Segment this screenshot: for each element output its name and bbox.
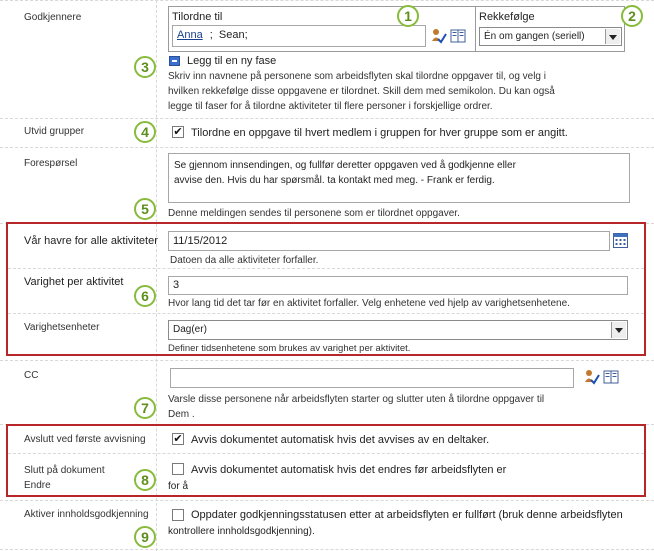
end-first-reject-checkbox[interactable]: ✔ <box>173 433 183 445</box>
divider <box>0 118 654 119</box>
due-all-help: Datoen da alle aktiviteter forfaller. <box>170 255 319 266</box>
approvers-label: Godkjennere <box>24 12 82 23</box>
callout-4: 4 <box>134 121 156 143</box>
divider <box>0 500 654 501</box>
divider <box>8 313 644 314</box>
divider <box>0 147 654 148</box>
order-value: Én om gangen (seriell) <box>484 31 585 42</box>
callout-2: 2 <box>621 5 643 27</box>
duration-units-label: Varighetsenheter <box>24 322 100 333</box>
order-dropdown[interactable] <box>479 27 622 46</box>
duration-units-help: Definer tidsenhetene som brukes av varighet per aktivitet. <box>168 343 411 354</box>
chevron-down-icon[interactable] <box>605 29 620 44</box>
callout-1: 1 <box>397 5 419 27</box>
callout-8: 8 <box>134 469 156 491</box>
order-header: Rekkefølge <box>479 11 535 23</box>
expand-groups-text: Tilordne en oppgave til hvert medlem i gruppen for hver gruppe som er angitt. <box>191 127 568 139</box>
help-line: Varsle disse personene når arbeidsflyten starter og slutter uten å tilordne oppgaver til <box>168 394 545 405</box>
label-line: Endre <box>24 480 51 491</box>
assign-to-input[interactable] <box>172 25 426 47</box>
help-line: hvilken rekkefølge disse oppgavene er tilordnet. Skill dem med semikolon. Du kan også <box>168 86 555 97</box>
end-doc-change-checkbox[interactable] <box>172 463 184 475</box>
chevron-down-icon[interactable] <box>611 322 626 338</box>
calendar-icon[interactable] <box>613 233 628 248</box>
request-text-line: Se gjennom innsendingen, og fullfør deretter oppgaven ved å godkjenne eller <box>174 160 516 171</box>
divider <box>0 0 654 1</box>
request-label: Forespørsel <box>24 158 78 169</box>
end-first-reject-label: Avslutt ved første avvisning <box>24 434 146 445</box>
divider <box>0 360 654 361</box>
order-cell <box>475 6 625 52</box>
help-line: legge til faser for å tilordne aktiviteter til flere personer i forskjellige ordrer. <box>168 101 493 112</box>
assign-to-cell <box>168 6 476 52</box>
help-line: Skriv inn navnene på personene som arbeidsflyten skal tilordne oppgaver til, og velg i <box>168 71 546 82</box>
request-help: Denne meldingen sendes til personene som er tilordnet oppgaver. <box>168 208 460 219</box>
check-names-icon[interactable] <box>584 369 600 385</box>
expand-groups-checkbox[interactable]: ✔ <box>173 126 183 138</box>
content-approval-label: Aktiver innholdsgodkjenning <box>24 509 149 520</box>
duration-label: Varighet per aktivitet <box>24 276 124 288</box>
expand-groups-label: Utvid grupper <box>24 126 85 137</box>
divider <box>0 549 654 550</box>
label-line: Slutt på dokument <box>24 465 105 476</box>
duration-help: Hvor lang tid det tar før en aktivitet forfaller. Velg enhetene ved hjelp av varighetsenhetene. <box>168 298 570 309</box>
assign-to-header: Tilordne til <box>172 11 223 23</box>
duration-units-value: Dag(er) <box>173 324 207 335</box>
end-doc-change-text-cont: for å <box>168 481 189 492</box>
duration-input[interactable]: 3 <box>168 276 628 295</box>
due-all-label: Vår havre for alle aktiviteter <box>24 235 158 247</box>
cc-label: CC <box>24 370 39 381</box>
request-textarea[interactable] <box>168 153 630 203</box>
approvers-help <box>168 69 555 114</box>
content-approval-text-cont: kontrollere innholdsgodkjenning). <box>168 526 315 537</box>
callout-9: 9 <box>134 526 156 548</box>
callout-7: 7 <box>134 397 156 419</box>
address-book-icon[interactable] <box>450 29 466 43</box>
duration-units-dropdown[interactable] <box>168 320 628 340</box>
due-date-input[interactable]: 11/15/2012 <box>168 231 610 251</box>
callout-5: 5 <box>134 198 156 220</box>
content-approval-text: Oppdater godkjenningsstatusen etter at arbeidsflyten er fullført (bruk denne arbeidsflyten <box>191 509 623 521</box>
approver-name[interactable]: Anna <box>177 29 203 41</box>
approver-name[interactable]: Sean; <box>218 29 248 41</box>
end-doc-change-text: Avvis dokumentet automatisk hvis det endres før arbeidsflyten er <box>191 464 507 476</box>
end-first-reject-text: Avvis dokumentet automatisk hvis det avvises av en deltaker. <box>191 434 490 446</box>
callout-6: 6 <box>134 285 156 307</box>
divider <box>8 268 644 269</box>
address-book-icon[interactable] <box>603 370 619 384</box>
request-text-line: avvise den. Hvis du har spørsmål. ta kontakt med meg. - Frank er ferdig. <box>174 175 495 186</box>
check-names-icon[interactable] <box>431 28 447 44</box>
callout-3: 3 <box>134 56 156 78</box>
help-line: Dem . <box>168 409 195 420</box>
add-stage-link[interactable]: Legg til en ny fase <box>187 55 277 67</box>
end-doc-change-label <box>24 463 105 493</box>
cc-help <box>168 392 544 422</box>
cc-input[interactable] <box>170 368 574 388</box>
add-stage-icon[interactable] <box>169 56 180 66</box>
name-separator: ; <box>209 29 213 41</box>
content-approval-checkbox[interactable] <box>172 509 184 521</box>
divider <box>8 453 644 454</box>
